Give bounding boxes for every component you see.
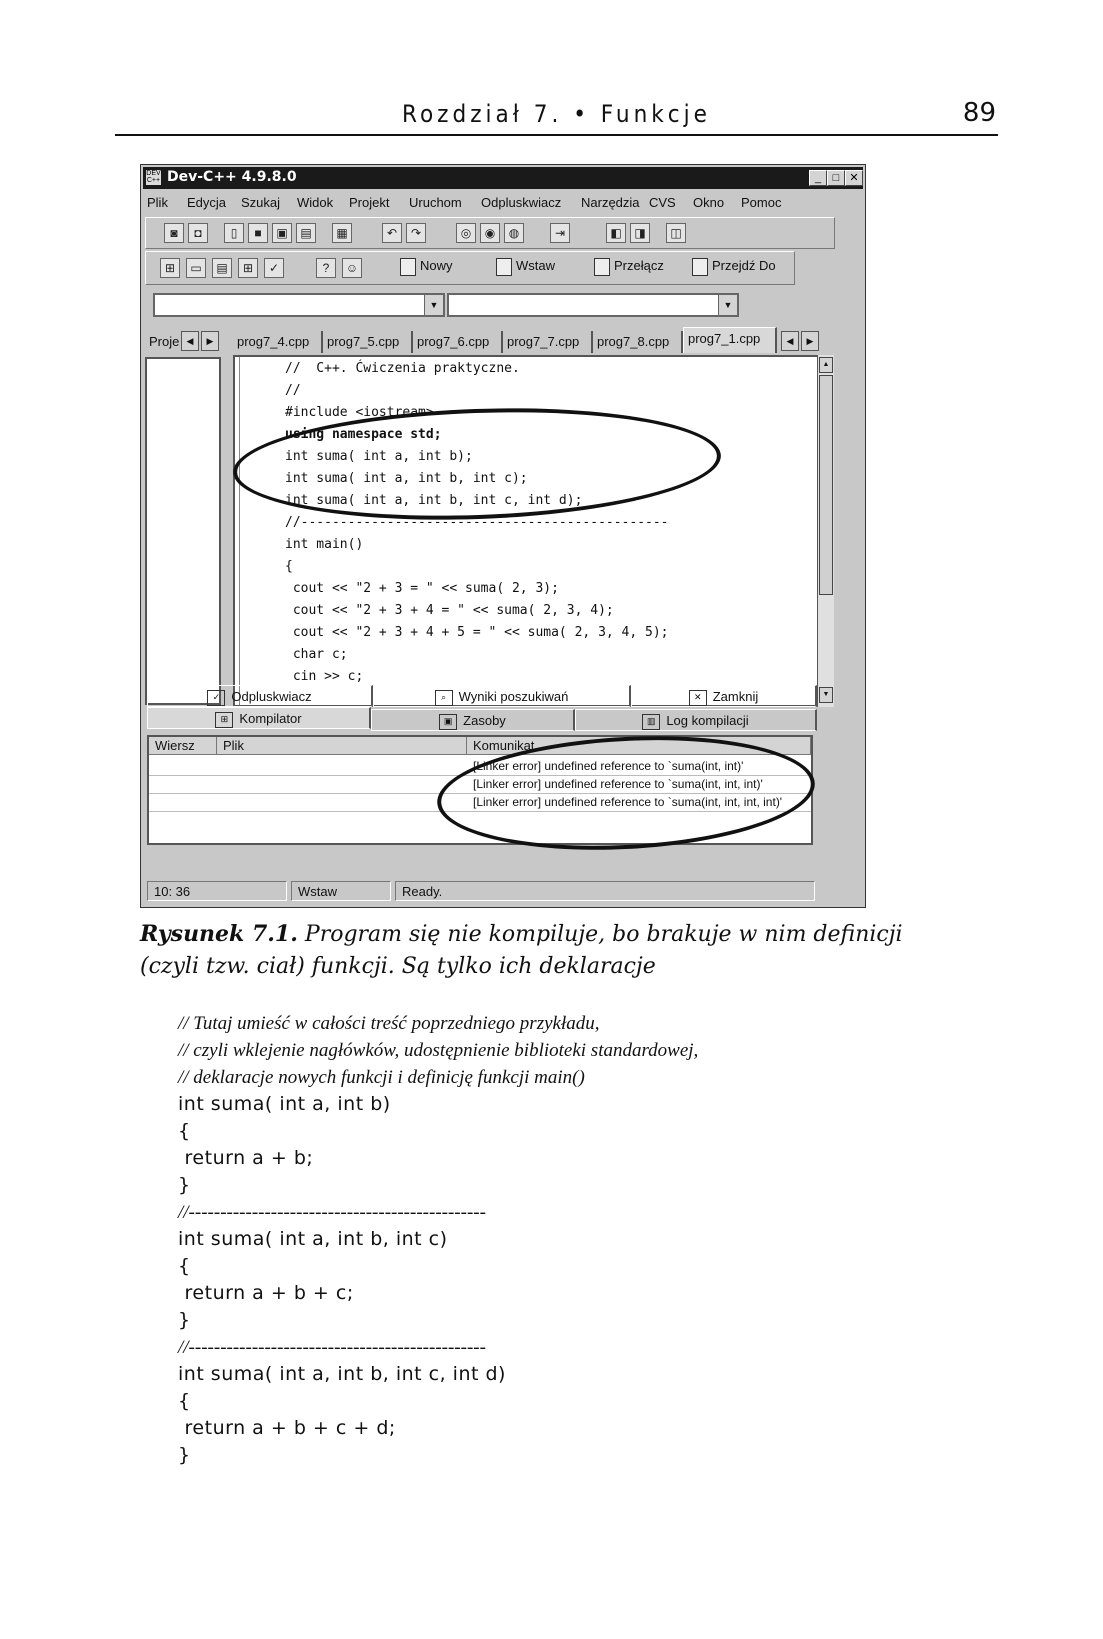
- scroll-down-icon[interactable]: ▼: [819, 687, 833, 703]
- caption-label: Rysunek 7.1.: [140, 921, 298, 947]
- open-project-icon[interactable]: ◙: [164, 223, 184, 243]
- tab-file-prog7-1[interactable]: prog7_1.cpp: [683, 327, 777, 353]
- code-line: //: [285, 383, 301, 398]
- menu-pomoc[interactable]: Pomoc: [741, 195, 782, 210]
- new-doc-icon: [400, 258, 416, 276]
- listing-line: {: [178, 1120, 191, 1142]
- menu-szukaj[interactable]: Szukaj: [241, 195, 281, 210]
- about-icon[interactable]: ☺: [342, 258, 362, 278]
- editor-gutter: [239, 357, 240, 705]
- secondary-toolbar: [145, 251, 795, 285]
- listing-line: int suma( int a, int b): [178, 1093, 391, 1115]
- menu-okno[interactable]: Okno: [693, 195, 725, 210]
- devcpp-window: [140, 164, 866, 908]
- goto-icon: [692, 258, 708, 276]
- tab-compile-log[interactable]: [575, 709, 817, 731]
- file-tab-right-icon[interactable]: ▶: [801, 331, 819, 351]
- chevron-down-icon[interactable]: ▼: [718, 295, 737, 315]
- tab-resources[interactable]: [371, 709, 575, 731]
- tab-debugger-label: Odpluskwiacz: [231, 689, 312, 704]
- resources-icon: ▣: [439, 714, 457, 730]
- menu-cvs[interactable]: CVS: [649, 195, 676, 210]
- close-panel-icon: ✕: [689, 690, 707, 706]
- figure-caption: [140, 918, 960, 983]
- tab-compiler-label: Kompilator: [239, 711, 302, 726]
- code-line: #include <iostream>: [285, 405, 434, 420]
- goto-line-icon[interactable]: ⇥: [550, 223, 570, 243]
- maximize-button[interactable]: □: [827, 170, 845, 186]
- debug-icon[interactable]: ◫: [666, 223, 686, 243]
- page-number: 89: [962, 98, 996, 128]
- tab-left-icon[interactable]: ◀: [181, 331, 199, 351]
- status-position: 10: 36: [147, 881, 287, 901]
- tab-compiler[interactable]: [147, 707, 371, 729]
- code-line: int suma( int a, int b, int c, int d);: [285, 493, 583, 508]
- check-icon: ✓: [207, 690, 225, 706]
- code-line: cout << "2 + 3 = " << suma( 2, 3);: [285, 581, 559, 596]
- menu-widok[interactable]: Widok: [297, 195, 334, 210]
- tile-view-icon[interactable]: ⊞: [238, 258, 258, 278]
- goto-button[interactable]: [692, 255, 776, 277]
- listing-line: {: [178, 1255, 191, 1277]
- menu-bar: [147, 193, 861, 213]
- page-header: [115, 98, 998, 136]
- listing-line: }: [178, 1444, 191, 1466]
- chapter-title: Rozdział 7. • Funkcje: [402, 100, 711, 128]
- message-cell: [Linker error] undefined reference to `suma(int, int)': [473, 759, 744, 773]
- tab-search-results-label: Wyniki poszukiwań: [458, 689, 569, 704]
- listing-line: {: [178, 1390, 191, 1412]
- col-header-file[interactable]: Plik: [217, 737, 467, 755]
- save-all-icon[interactable]: ▣: [272, 223, 292, 243]
- menu-plik[interactable]: Plik: [147, 195, 168, 210]
- message-cell: [Linker error] undefined reference to `suma(int, int, int)': [473, 777, 763, 791]
- tab-resources-label: Zasoby: [463, 713, 506, 728]
- listing-comment: // Tutaj umieść w całości treść poprzedniego przykładu,: [178, 1013, 600, 1034]
- tab-right-icon[interactable]: ▶: [201, 331, 219, 351]
- close-file-icon[interactable]: ▤: [296, 223, 316, 243]
- code-line: //-----------------------------------------------: [285, 515, 669, 530]
- new-file-icon[interactable]: ▯: [224, 223, 244, 243]
- tab-close[interactable]: [631, 685, 817, 707]
- listing-line: }: [178, 1309, 191, 1331]
- caption-text: Program się nie kompiluje, bo brakuje w nim definicji (czyli tzw. ciał) funkcji. Są tylko ich deklaracje: [140, 922, 903, 979]
- listing-separator: //-----------------------------------------------: [178, 1202, 486, 1223]
- menu-projekt[interactable]: Projekt: [349, 195, 390, 210]
- run-icon[interactable]: ◨: [630, 223, 650, 243]
- scroll-up-icon[interactable]: ▲: [819, 357, 833, 373]
- code-line: // C++. Ćwiczenia praktyczne.: [285, 361, 520, 376]
- code-line: using namespace std;: [285, 427, 442, 442]
- grid-icon: ⊞: [215, 712, 233, 728]
- toggle-button[interactable]: [594, 255, 664, 277]
- window-title: Dev-C++ 4.9.8.0: [167, 169, 297, 185]
- code-line: {: [285, 559, 293, 574]
- tab-file-prog7-4[interactable]: prog7_4.cpp: [233, 331, 323, 353]
- close-button[interactable]: ✕: [845, 170, 863, 186]
- code-line: char c;: [285, 647, 348, 662]
- editor-scrollbar[interactable]: [817, 355, 834, 707]
- code-line: int main(): [285, 537, 364, 552]
- member-combo[interactable]: [447, 293, 739, 317]
- code-line: cin >> c;: [285, 669, 364, 684]
- insert-button[interactable]: [496, 255, 555, 277]
- col-header-message[interactable]: Komunikat: [467, 737, 811, 755]
- help-icon[interactable]: ?: [316, 258, 336, 278]
- listing-line: int suma( int a, int b, int c, int d): [178, 1363, 506, 1385]
- main-toolbar: [145, 217, 835, 249]
- redo-icon[interactable]: ↷: [406, 223, 426, 243]
- tab-file-prog7-5[interactable]: prog7_5.cpp: [323, 331, 413, 353]
- col-header-line[interactable]: Wiersz: [149, 737, 217, 755]
- status-bar: [143, 879, 863, 903]
- find-next-icon[interactable]: ◉: [480, 223, 500, 243]
- code-line: cout << "2 + 3 + 4 = " << suma( 2, 3, 4);: [285, 603, 614, 618]
- menu-edycja[interactable]: Edycja: [187, 195, 227, 210]
- code-line: cout << "2 + 3 + 4 + 5 = " << suma( 2, 3, 4, 5);: [285, 625, 669, 640]
- new-button-label: Nowy: [420, 258, 453, 273]
- listing-line: }: [178, 1174, 191, 1196]
- tab-compile-log-label: Log kompilacji: [666, 713, 749, 728]
- tab-project[interactable]: Proje: [149, 334, 180, 349]
- search-icon: ⌕: [435, 690, 453, 706]
- tab-file-prog7-8[interactable]: prog7_8.cpp: [593, 331, 683, 353]
- menu-narzedzia[interactable]: Narzędzia: [581, 195, 640, 210]
- save-icon[interactable]: ■: [248, 223, 268, 243]
- code-line: int suma( int a, int b, int c);: [285, 471, 528, 486]
- tab-close-label: Zamknij: [712, 689, 759, 704]
- chevron-down-icon[interactable]: ▼: [424, 295, 443, 315]
- replace-icon[interactable]: ◍: [504, 223, 524, 243]
- status-mode: Wstaw: [291, 881, 391, 901]
- listing-separator: //-----------------------------------------------: [178, 1337, 486, 1358]
- status-state: Ready.: [395, 881, 815, 901]
- toggle-button-label: Przełącz: [614, 258, 664, 273]
- window-view-icon[interactable]: ▭: [186, 258, 206, 278]
- undo-icon[interactable]: ↶: [382, 223, 402, 243]
- log-icon: ▥: [642, 714, 660, 730]
- listing-line: return a + b + c + d;: [178, 1417, 396, 1439]
- insert-button-label: Wstaw: [516, 258, 555, 273]
- grid-view-icon[interactable]: ⊞: [160, 258, 180, 278]
- scroll-thumb[interactable]: [819, 375, 833, 595]
- minimize-button[interactable]: _: [809, 170, 827, 186]
- app-icon: DEV C++: [146, 170, 161, 184]
- tab-file-prog7-6[interactable]: prog7_6.cpp: [413, 331, 503, 353]
- message-cell: [Linker error] undefined reference to `suma(int, int, int, int)': [473, 795, 783, 809]
- tab-search-results[interactable]: [373, 685, 631, 707]
- listing-comment: // czyli wklejenie nagłówków, udostępnienie biblioteki standardowej,: [178, 1040, 699, 1061]
- new-button[interactable]: [400, 255, 453, 277]
- goto-button-label: Przejdź Do: [712, 258, 776, 273]
- check-icon[interactable]: ✓: [264, 258, 284, 278]
- code-listing: [178, 1010, 978, 1469]
- close-project-icon[interactable]: ◘: [188, 223, 208, 243]
- print-icon[interactable]: ▦: [332, 223, 352, 243]
- tab-file-prog7-7[interactable]: prog7_7.cpp: [503, 331, 593, 353]
- code-line: int suma( int a, int b);: [285, 449, 473, 464]
- listing-comment: // deklaracje nowych funkcji i definicję funkcji main(): [178, 1067, 585, 1088]
- panel-view-icon[interactable]: ▤: [212, 258, 232, 278]
- tab-debugger[interactable]: [147, 685, 373, 707]
- compile-icon[interactable]: ◧: [606, 223, 626, 243]
- listing-line: return a + b + c;: [178, 1282, 354, 1304]
- insert-icon: [496, 258, 512, 276]
- menu-uruchom[interactable]: Uruchom: [409, 195, 462, 210]
- listing-line: return a + b;: [178, 1147, 314, 1169]
- find-icon[interactable]: ◎: [456, 223, 476, 243]
- listing-line: int suma( int a, int b, int c): [178, 1228, 448, 1250]
- file-tab-left-icon[interactable]: ◀: [781, 331, 799, 351]
- project-panel[interactable]: [145, 357, 221, 705]
- toggle-icon: [594, 258, 610, 276]
- title-bar: [143, 167, 863, 189]
- menu-odpluskwiacz[interactable]: Odpluskwiacz: [481, 195, 562, 210]
- class-combo[interactable]: [153, 293, 445, 317]
